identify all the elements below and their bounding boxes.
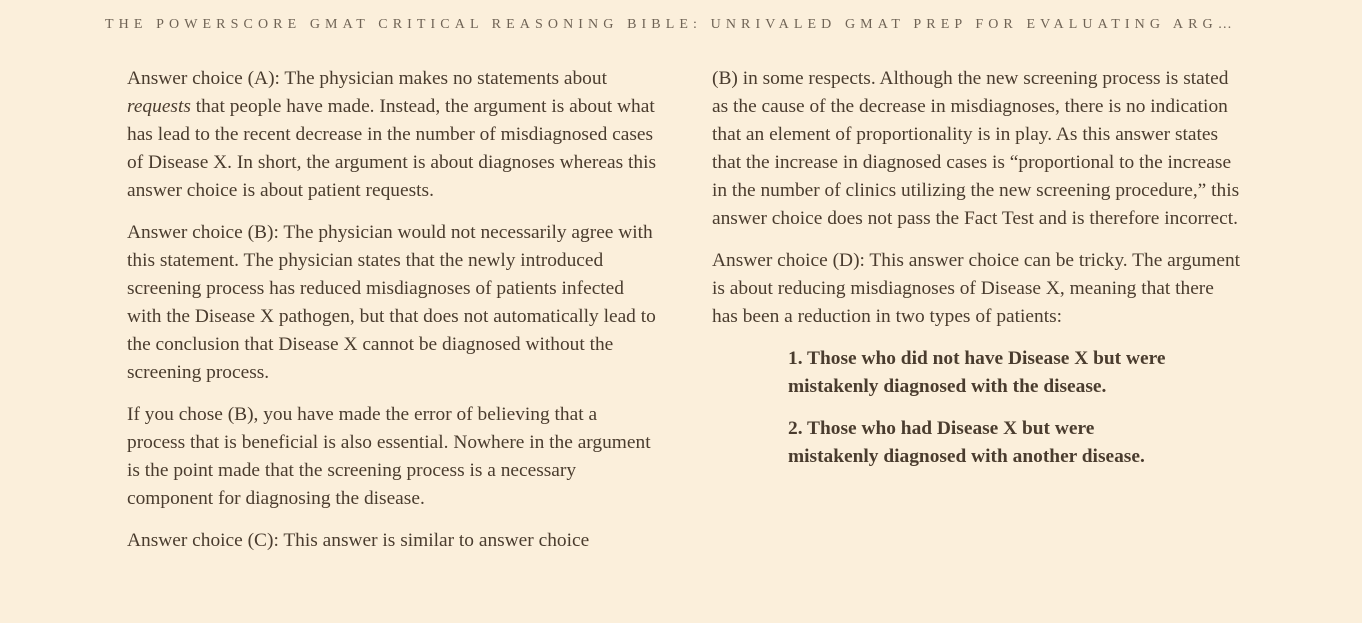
list-item: 1. Those who did not have Disease X but were mistakenly diagnosed with the disease. [788, 348, 1166, 397]
answer-a-lead: Answer choice (A): The physician makes no statements about [127, 68, 607, 89]
paragraph-answer-b: Answer choice (B): The physician would not necessarily agree with this statement. The physician states that the newly introduced screening process has reduced misdiagnoses of patients infected with the Disease X pathogen, but that does not automatically lead to the conclusion that Disease X cannot be diagnosed without the screening process. [127, 222, 656, 383]
paragraph-answer-c-continued: (B) in some respects. Although the new screening process is stated as the cause of the decrease in misdiagnoses, there is no indication that an element of proportionality is in play. As this answer states that the increase in diagnosed cases is “proportional to the increase in the number of clinics utilizing the new screening procedure,” this answer choice does not pass the Fact Test and is therefore incorrect. [712, 68, 1240, 229]
paragraph-answer-d: Answer choice (D): This answer choice can be tricky. The argument is about reducing misdiagnoses of Disease X, meaning that there has been a reduction in two types of patients: [712, 250, 1241, 327]
answer-a-tail: that people have made. Instead, the argument is about what has lead to the recent decrease in the number of misdiagnosed cases of Disease X. In short, the argument is about diagnoses whereas this answer choice is about patient requests. [127, 96, 657, 201]
paragraph-answer-a [127, 65, 657, 205]
answer-a-emphasis: requests [127, 96, 191, 117]
paragraph-answer-c-start: Answer choice (C): This answer is similar to answer choice [127, 530, 590, 551]
paragraph-if-you-chose-b: If you chose (B), you have made the error of believing that a process that is beneficial is also essential. Nowhere in the argument is the point made that the screening process is a necessary component for diagnosing the disease. [127, 404, 651, 509]
book-title-header: THE POWERSCORE GMAT CRITICAL REASONING BIBLE: UNRIVALED GMAT PREP FOR EVALUATING ARG… [105, 17, 1237, 32]
list-item: 2. Those who had Disease X but were mistakenly diagnosed with another disease. [788, 418, 1145, 467]
right-column [712, 65, 1242, 485]
left-column [127, 65, 657, 569]
patient-types-list [712, 345, 1242, 471]
